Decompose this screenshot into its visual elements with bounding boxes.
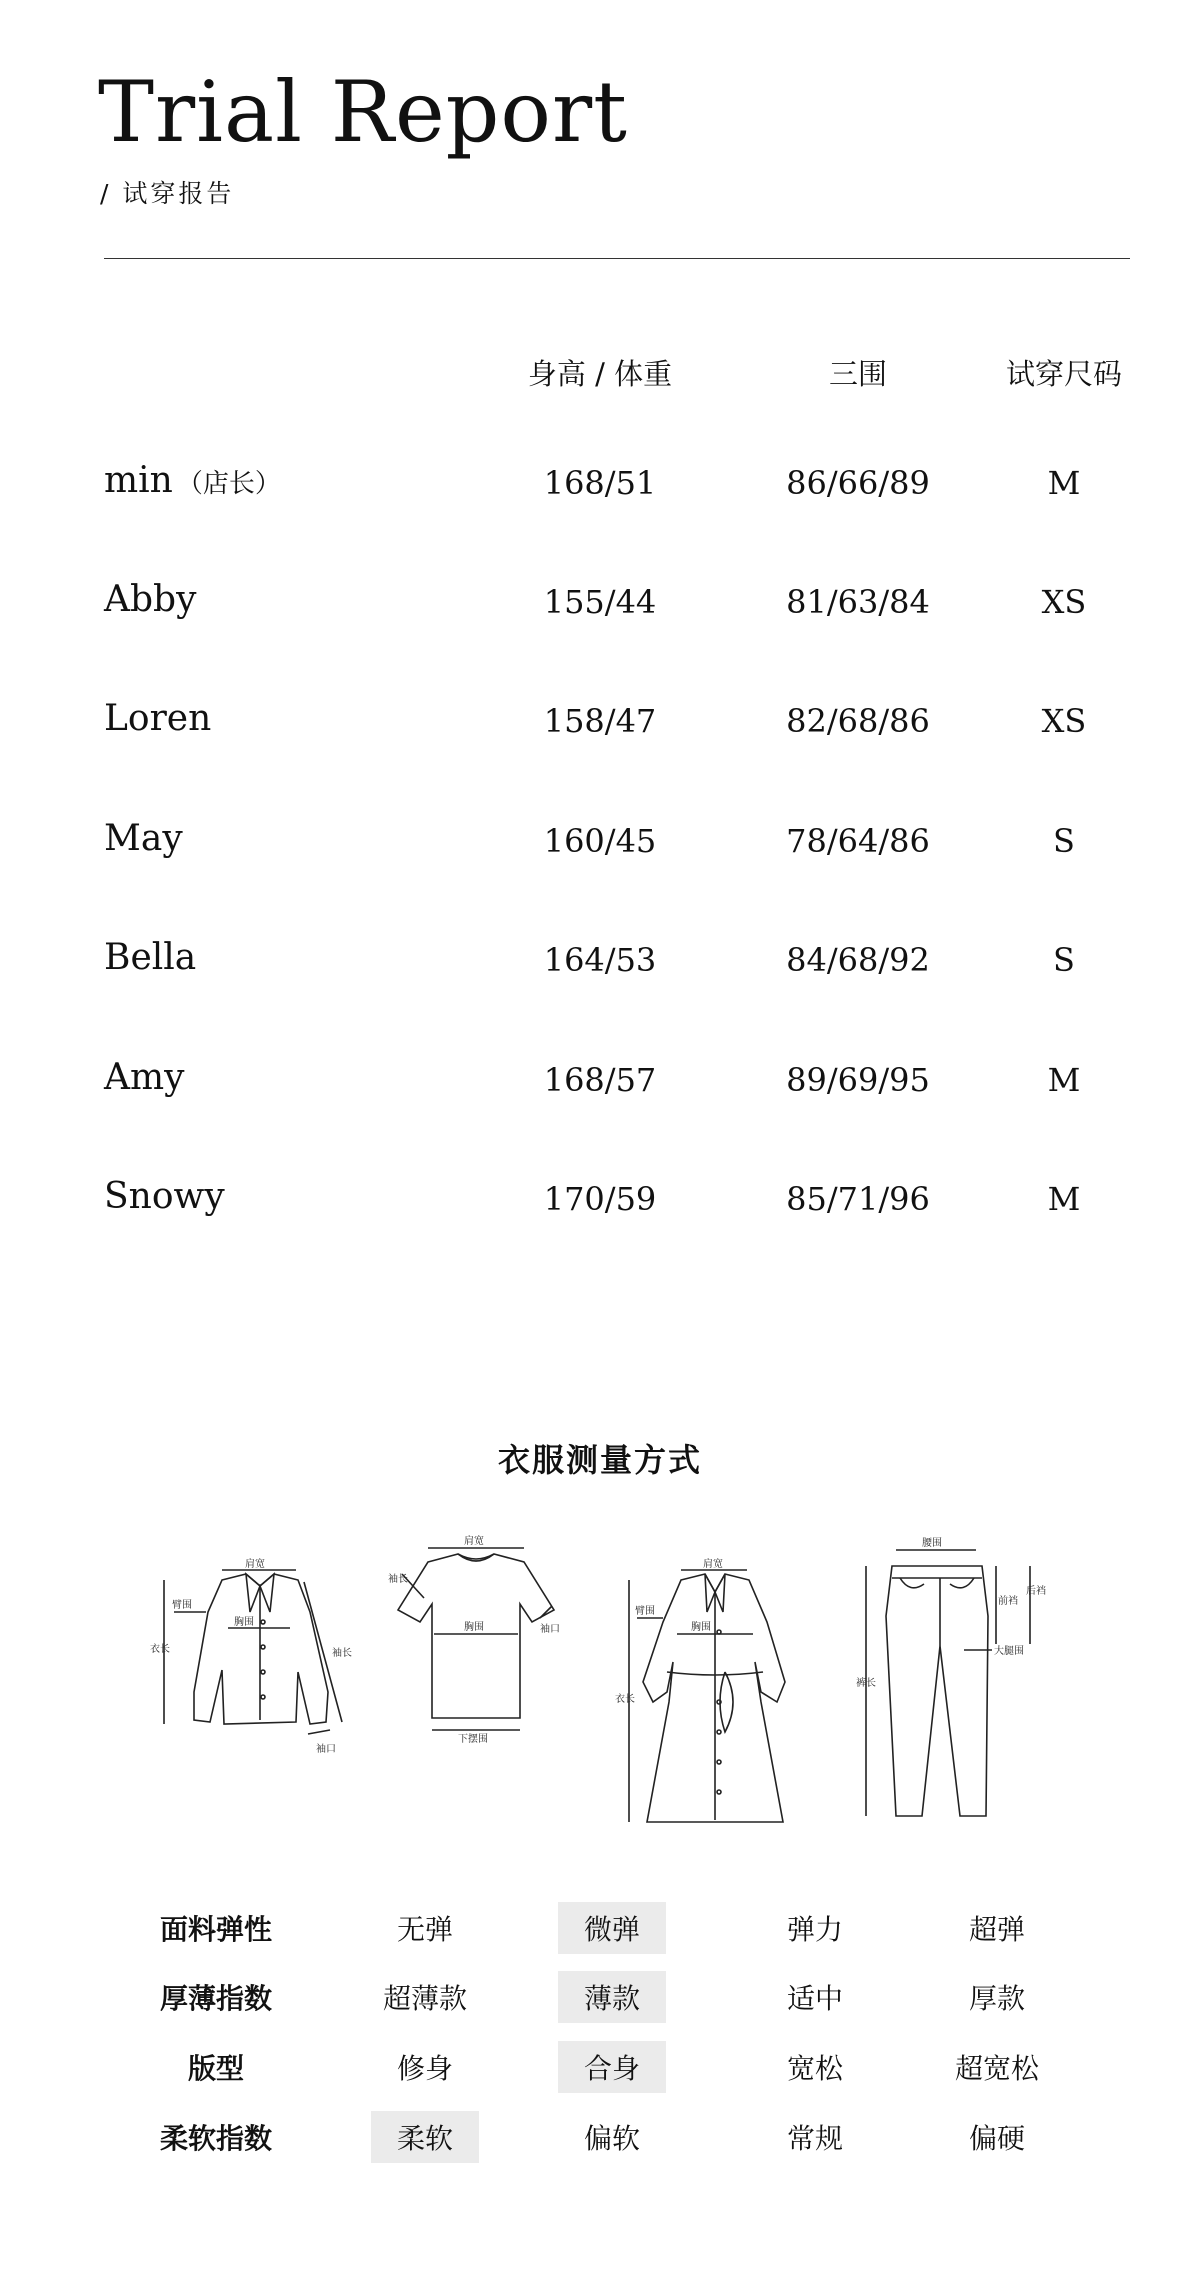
measurements-cell: 82/68/86	[786, 702, 930, 740]
attribute-option: 超薄款	[382, 1982, 468, 2015]
attribute-option-selected: 微弹	[558, 1902, 666, 1954]
attribute-option: 弹力	[786, 1913, 844, 1946]
size-cell: S	[1053, 822, 1075, 860]
svg-text:袖口: 袖口	[540, 1624, 560, 1635]
size-cell: M	[1047, 1061, 1081, 1099]
column-header-measurements: 三围	[828, 357, 888, 391]
attribute-option-selected: 柔软	[371, 2111, 479, 2163]
height-weight-cell: 168/57	[543, 1061, 657, 1099]
svg-text:裤长: 裤长	[856, 1678, 876, 1689]
tester-name: min （店长）	[104, 460, 281, 501]
svg-text:胸围: 胸围	[464, 1622, 484, 1633]
svg-text:肩宽: 肩宽	[464, 1536, 484, 1547]
svg-text:臂围: 臂围	[172, 1600, 192, 1611]
measurements-cell: 85/71/96	[786, 1180, 930, 1218]
attribute-label: 版型	[187, 2052, 245, 2085]
svg-text:腰围: 腰围	[922, 1538, 942, 1549]
page-subtitle: / 试穿报告	[100, 179, 235, 208]
svg-text:袖长: 袖长	[388, 1574, 408, 1585]
size-cell: M	[1047, 1180, 1081, 1218]
measurements-cell: 78/64/86	[786, 822, 930, 860]
attribute-label: 柔软指数	[159, 2122, 273, 2155]
attribute-option: 偏软	[583, 2122, 641, 2155]
tester-name: Amy	[104, 1057, 185, 1098]
attribute-label: 面料弹性	[159, 1913, 273, 1946]
measurements-cell: 81/63/84	[786, 583, 930, 621]
column-header-size: 试穿尺码	[1005, 357, 1123, 391]
svg-text:胸围: 胸围	[691, 1622, 711, 1633]
svg-text:袖口: 袖口	[316, 1744, 336, 1755]
measurements-cell: 89/69/95	[786, 1061, 930, 1099]
attribute-option: 无弹	[396, 1913, 454, 1946]
height-weight-cell: 155/44	[543, 583, 657, 621]
size-cell: XS	[1041, 583, 1087, 621]
attribute-option: 常规	[786, 2122, 844, 2155]
attribute-option: 超弹	[968, 1913, 1026, 1946]
column-header-height-weight: 身高 / 体重	[527, 357, 673, 391]
svg-text:胸围: 胸围	[234, 1617, 254, 1628]
attribute-option: 超宽松	[954, 2052, 1040, 2085]
attribute-option-selected: 薄款	[558, 1971, 666, 2023]
svg-text:前裆: 前裆	[998, 1596, 1018, 1607]
tester-note: （店长）	[176, 469, 281, 499]
svg-text:后裆: 后裆	[1026, 1586, 1046, 1597]
height-weight-cell: 168/51	[543, 464, 657, 502]
svg-text:肩宽: 肩宽	[245, 1559, 265, 1570]
size-cell: XS	[1041, 702, 1087, 740]
tee-diagram	[388, 1534, 568, 1744]
svg-text:肩宽: 肩宽	[703, 1559, 723, 1570]
height-weight-cell: 170/59	[543, 1180, 657, 1218]
attribute-option: 偏硬	[968, 2122, 1026, 2155]
measurements-cell: 84/68/92	[786, 941, 930, 979]
attribute-option: 宽松	[786, 2052, 844, 2085]
height-weight-cell: 158/47	[543, 702, 657, 740]
svg-text:衣长: 衣长	[150, 1644, 170, 1655]
measurement-title: 衣服测量方式	[497, 1441, 703, 1479]
size-cell: M	[1047, 464, 1081, 502]
attribute-label: 厚薄指数	[159, 1982, 273, 2015]
tester-name: Abby	[104, 579, 197, 620]
svg-text:大腿围: 大腿围	[994, 1646, 1024, 1657]
height-weight-cell: 164/53	[543, 941, 657, 979]
attribute-option: 修身	[396, 2052, 454, 2085]
divider	[104, 258, 1130, 259]
coat-diagram	[615, 1552, 805, 1832]
attribute-option: 适中	[786, 1982, 844, 2015]
attribute-option-selected: 合身	[558, 2041, 666, 2093]
svg-text:衣长: 衣长	[615, 1694, 635, 1705]
height-weight-cell: 160/45	[543, 822, 657, 860]
svg-text:袖长: 袖长	[332, 1648, 352, 1659]
attribute-option: 厚款	[968, 1982, 1026, 2015]
page-title: Trial Report	[98, 63, 628, 161]
tester-name: Snowy	[104, 1176, 225, 1217]
svg-text:下摆围: 下摆围	[458, 1734, 488, 1744]
tester-name: May	[104, 818, 183, 859]
shirt-diagram	[150, 1552, 360, 1762]
pants-diagram	[856, 1536, 1056, 1826]
size-cell: S	[1053, 941, 1075, 979]
tester-name: Bella	[104, 937, 197, 978]
svg-text:臂围: 臂围	[635, 1606, 655, 1617]
tester-name: Loren	[104, 698, 212, 739]
measurements-cell: 86/66/89	[786, 464, 930, 502]
